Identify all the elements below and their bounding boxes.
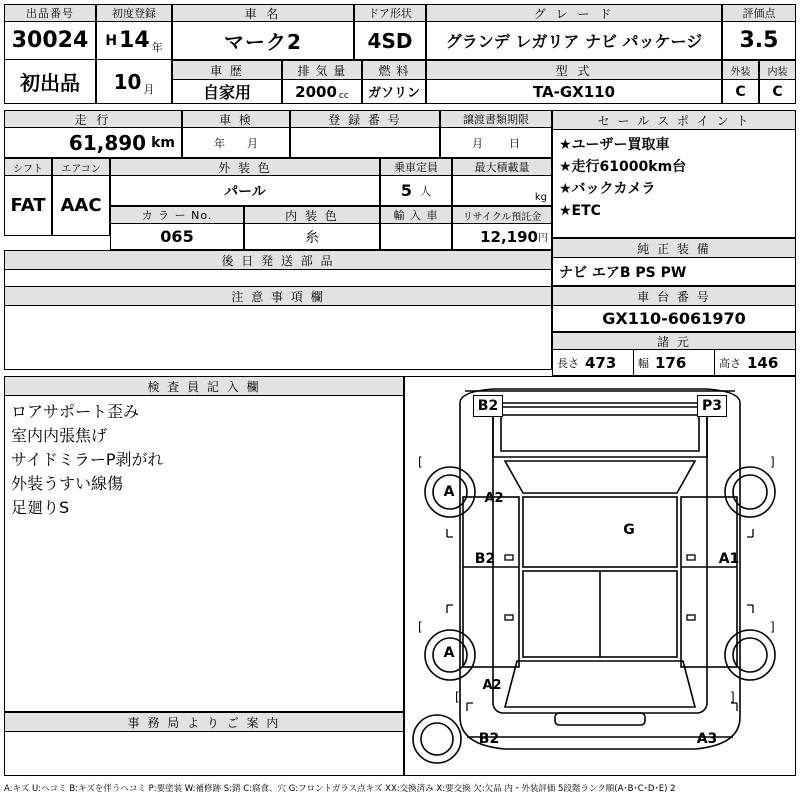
exterior-grade-header: 外装 [722,60,759,80]
dimensions-row [552,350,796,376]
inspector-note-line: 足廻りS [11,498,70,517]
damage-mark-a-wheel-front: A [443,484,455,500]
grade-header: グ レ ー ド [426,4,722,22]
office-notice-area [4,732,404,776]
seats-header: 乗車定員 [380,158,452,176]
door-shape-value: 4SD [354,22,426,60]
interior-color-header: 内 装 色 [244,206,380,224]
width-label: 幅 [638,356,649,370]
seats-unit: 人 [420,184,432,198]
shaken-value [182,128,290,158]
aircon-value: AAC [52,176,110,236]
sales-point-item: ★ETC [559,203,601,219]
bracket-bottom-right: ] [730,690,735,704]
damage-mark-a-wheel-rear: A [443,645,455,661]
import-header: 輸 入 車 [380,206,452,224]
recycle-fee-header: リサイクル預託金 [452,206,552,224]
damage-mark-a2-rear: A2 [482,677,502,693]
chassis-number-value: GX110-6061970 [552,306,796,332]
later-parts-header: 後 日 発 送 部 品 [4,250,552,270]
inspector-note-line: 室内内張焦げ [11,426,108,445]
displacement-header: 排 気 量 [282,60,362,80]
damage-mark-a3-rear-right: A3 [696,731,718,747]
shaken-month-unit: 月 [247,136,258,150]
damage-mark-a1-right-door: A1 [718,551,740,567]
lot-number-header: 出品番号 [4,4,96,22]
mileage-number: 61,890 [68,130,147,155]
max-load-unit: kg [534,192,547,203]
interior-color-value: 糸 [244,224,380,250]
length-cell [553,350,634,375]
bracket-left-upper: [ [418,455,423,469]
damage-mark-g-glass: G [623,522,635,538]
reg-year-unit: 年 [151,41,163,54]
notes-area [4,306,552,370]
model-code-header: 型 式 [426,60,722,80]
score-header: 評価点 [722,4,796,22]
inspector-note-line: サイドミラーP剥がれ [11,450,164,469]
mileage-header: 走 行 [4,110,182,128]
fuel-header: 燃 料 [362,60,426,80]
transfer-deadline-header: 譲渡書類期限 [440,110,552,128]
bracket-right-upper: ] [770,455,775,469]
transfer-month-unit: 月 [472,136,483,150]
shift-header: シフト [4,158,52,176]
inspector-notes-header: 検 査 員 記 入 欄 [4,376,404,396]
max-load-value [452,176,552,206]
grade-value: グランデ レガリア ナビ パッケージ [426,22,722,60]
damage-mark-a2-front: A2 [484,490,504,506]
transfer-day-unit: 日 [509,136,520,150]
sales-points-list [552,130,796,238]
registration-number-header: 登 録 番 号 [290,110,440,128]
inspector-note-line: ロアサポート歪み [11,402,140,421]
car-diagram-panel [404,376,796,776]
legend-text: A:キズ U:ヘコミ B:キズを伴うヘコミ P:要塗装 W:補修跡 S:錆 C:腐食、穴 G:フロントガラス点キズ XX:交換済み X:要交換 欠:欠品 内・外装評価 5段階ランク順(A･B･C･D･E) 2 [4,784,676,794]
factory-equipment-header: 純 正 装 備 [552,238,796,258]
width-cell [634,350,715,375]
door-shape-header: ドア形状 [354,4,426,22]
office-notice-header: 事 務 局 よ り ご 案 内 [4,712,404,732]
exterior-color-header: 外 装 色 [110,158,380,176]
reg-month: 10 [113,69,142,94]
reg-year: 14 [119,28,150,53]
car-name-value: マーク2 [172,22,354,60]
recycle-fee-unit: 円 [538,233,548,244]
score-value: 3.5 [722,22,796,60]
sales-point-item: ★走行61000km台 [559,159,687,175]
seats-value [380,176,452,206]
first-registration-header: 初度登録 [96,4,172,22]
sales-point-item: ★ユーザー買取車 [559,137,670,153]
inspector-note-line: 外装うすい線傷 [11,474,124,493]
height-value: 146 [747,353,779,372]
aircon-header: エアコン [52,158,110,176]
inspector-notes-area [4,396,404,712]
length-label: 長さ [557,356,579,370]
factory-equipment-value: ナビ エアB PS PW [552,258,796,286]
damage-mark-b2-rear: B2 [478,731,500,747]
bracket-left-lower: [ [418,620,423,634]
interior-grade-value: C [759,80,796,104]
fuel-value: ガソリン [362,80,426,104]
chassis-number-header: 車 台 番 号 [552,286,796,306]
first-registration-value [96,22,172,60]
exterior-color-value: パール [110,176,380,206]
length-value: 473 [585,353,617,372]
displacement-number: 2000 [295,82,337,101]
shaken-year-unit: 年 [214,136,225,150]
reg-era: H [105,32,118,49]
displacement-unit: cc [338,91,349,101]
height-cell [715,350,795,375]
lot-number-value: 30024 [4,22,96,60]
dimensions-header: 諸 元 [552,332,796,350]
width-value: 176 [655,353,687,372]
mileage-unit: km [151,134,175,151]
registration-month-value [96,60,172,104]
first-exhibit-badge: 初出品 [4,60,96,104]
import-value [380,224,452,250]
damage-mark-b2-front-left: B2 [473,395,503,417]
recycle-fee-number: 12,190 [480,227,538,246]
model-code-value: TA-GX110 [426,80,722,104]
damage-mark-p3-front-right: P3 [697,395,727,417]
displacement-value [282,80,362,104]
interior-grade-header: 内装 [759,60,796,80]
height-label: 高さ [719,356,741,370]
shift-value: FAT [4,176,52,236]
reg-month-unit: 月 [143,83,155,96]
history-header: 車 歴 [172,60,282,80]
mileage-value [4,128,182,158]
bracket-right-lower: ] [770,620,775,634]
registration-number-value [290,128,440,158]
exterior-grade-value: C [722,80,759,104]
color-number-header: カ ラ ー No. [110,206,244,224]
bracket-bottom-left: [ [455,690,460,704]
color-number-value: 065 [110,224,244,250]
seats-number: 5 [400,181,413,200]
shaken-header: 車 検 [182,110,290,128]
recycle-fee-value [452,224,552,250]
history-value: 自家用 [172,80,282,104]
car-name-header: 車 名 [172,4,354,22]
sales-point-item: ★バックカメラ [559,181,656,197]
max-load-header: 最大積載量 [452,158,552,176]
notes-header: 注 意 事 項 欄 [4,286,552,306]
damage-mark-b2-left-door: B2 [474,551,496,567]
car-diagram-svg [405,377,795,775]
transfer-deadline-value [440,128,552,158]
sales-points-header: セ ー ル ス ポ イ ン ト [552,110,796,130]
